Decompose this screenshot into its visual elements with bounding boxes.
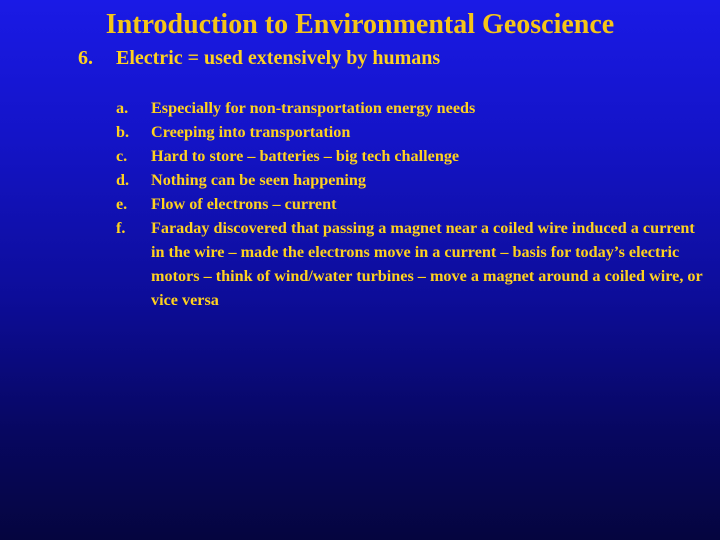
list-item [116,144,706,168]
list-item-text: Creeping into transportation [151,123,351,141]
list-item-text: Faraday discovered that passing a magnet near a coiled wire induced a current in the wire – made the electrons move in a current – basis for today’s electric motors – think of wind/water turbines – move a magnet around a coiled wire, or vice versa [151,219,703,309]
list-item-marker: e. [116,195,128,213]
list-item-text: Nothing can be seen happening [151,171,366,189]
list-item-text: Flow of electrons – current [151,195,337,213]
list-item-marker: d. [116,171,130,189]
list-item [116,168,706,192]
list-item [116,216,706,312]
list-item [116,120,706,144]
section-heading [78,44,440,72]
list-item-marker: a. [116,99,129,117]
list-item-text: Hard to store – batteries – big tech challenge [151,147,460,165]
section-heading-text: Electric = used extensively by humans [116,47,441,69]
list-item-marker: f. [116,219,126,237]
list-item [116,96,706,120]
list-item-marker: b. [116,123,130,141]
list-item [116,192,706,216]
list-item-marker: c. [116,147,128,165]
list-item-text: Especially for non-transportation energy needs [151,99,476,117]
bullet-list [116,96,706,312]
section-number: 6. [78,47,93,69]
slide-title: Introduction to Environmental Geoscience [105,9,615,40]
